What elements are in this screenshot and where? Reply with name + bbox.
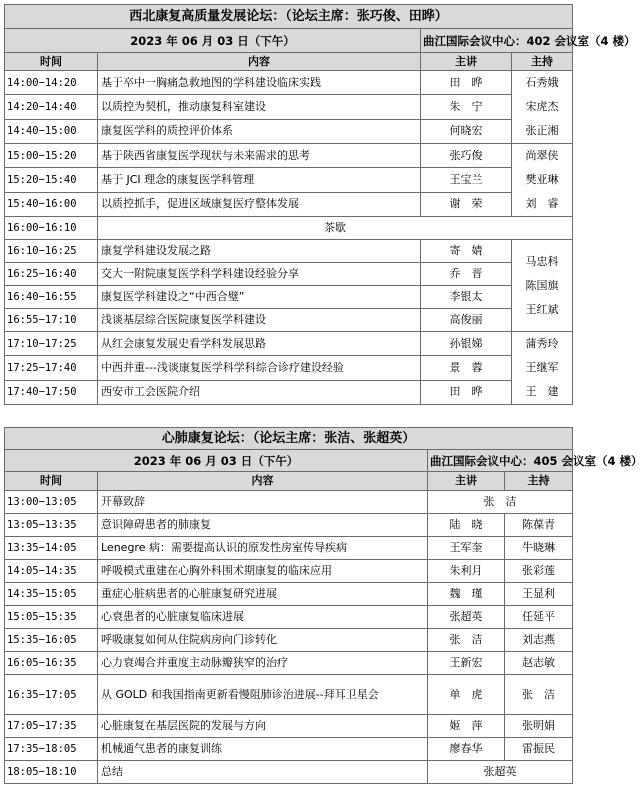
session-speaker: 景 蓉	[421, 356, 512, 380]
session-topic: 西安市工会医院介绍	[98, 380, 421, 404]
host-name: 蒲秀玲	[525, 337, 559, 350]
table-row	[5, 537, 573, 560]
table-row	[5, 606, 573, 629]
header-host: 主持	[512, 53, 573, 71]
session-topic: 中西并重---浅谈康复医学科学科综合诊疗建设经验	[98, 356, 421, 380]
session-speaker: 田 晔	[421, 380, 512, 404]
host-name: 陈国旗	[525, 278, 559, 292]
session-speaker: 高俊丽	[421, 309, 512, 332]
session-topic: 总结	[98, 761, 428, 784]
forum2-schedule-table	[4, 427, 643, 784]
header-content: 内容	[98, 53, 421, 71]
header-speaker: 主讲	[428, 472, 505, 491]
table-row	[5, 95, 573, 119]
session-time: 17:05−17:35	[5, 715, 98, 738]
session-time: 15:00−15:20	[5, 144, 98, 168]
session-host: 张彩莲	[505, 560, 573, 583]
session-time: 14:05−14:35	[5, 560, 98, 583]
session-host: 赵志敏	[505, 652, 573, 675]
session-topic: 呼吸康复如何从住院病房向门诊转化	[98, 629, 428, 652]
host-group	[512, 144, 573, 217]
table-row	[5, 119, 573, 143]
table-row	[5, 491, 573, 514]
forum2-date: 2023 年 06 月 03 日（下午）	[5, 450, 428, 472]
session-time: 13:35−14:05	[5, 537, 98, 560]
header-speaker: 主讲	[421, 53, 512, 71]
header-host: 主持	[505, 472, 573, 491]
session-host: 刘志燕	[505, 629, 573, 652]
host-name: 樊亚琳	[525, 173, 559, 186]
session-time: 13:00−13:05	[5, 491, 98, 514]
session-topic: 重症心脏病患者的心脏康复研究进展	[98, 583, 428, 606]
table-row	[5, 583, 573, 606]
session-speaker: 乔 晋	[421, 263, 512, 286]
table-row	[5, 715, 573, 738]
session-time: 15:40−16:00	[5, 192, 98, 216]
session-speaker: 王军奎	[428, 537, 505, 560]
table-row	[5, 309, 573, 332]
session-topic: 康复学科建设发展之路	[98, 240, 421, 263]
session-host: 张明娟	[505, 715, 573, 738]
session-time: 14:20−14:40	[5, 95, 98, 119]
session-topic: Lenegre 病：需要提高认识的原发性房室传导疾病	[98, 537, 428, 560]
forum2-title: 心肺康复论坛：（论坛主席：张洁、张超英）	[5, 428, 573, 450]
session-speaker: 田 晔	[421, 71, 512, 95]
table-row	[5, 217, 573, 240]
session-topic: 心力衰竭合并重度主动脉瓣狭窄的治疗	[98, 652, 428, 675]
session-topic: 基于陕西省康复医学现状与未来需求的思考	[98, 144, 421, 168]
session-time: 16:00−16:10	[5, 217, 98, 240]
session-time: 17:40−17:50	[5, 380, 98, 404]
session-speaker: 陆 晓	[428, 514, 505, 537]
table-row	[5, 168, 573, 192]
session-topic: 心脏康复在基层医院的发展与方向	[98, 715, 428, 738]
session-topic: 以质控抓手，促进区域康复医疗整体发展	[98, 192, 421, 216]
session-time: 17:35−18:05	[5, 738, 98, 761]
host-name: 宋虎杰	[525, 100, 559, 113]
session-speaker: 谢 荣	[421, 192, 512, 216]
host-name: 刘 睿	[525, 197, 559, 210]
session-speaker: 王宝兰	[421, 168, 512, 192]
session-speaker: 张巧俊	[421, 144, 512, 168]
host-name: 张正湘	[525, 124, 559, 137]
session-speaker: 寄 婧	[421, 240, 512, 263]
session-speaker: 张超英	[428, 761, 573, 784]
header-content: 内容	[98, 472, 428, 491]
session-speaker: 张 洁	[428, 629, 505, 652]
session-time: 14:00−14:20	[5, 71, 98, 95]
session-speaker: 朱利月	[428, 560, 505, 583]
session-topic: 从红会康复发展史看学科发展思路	[98, 332, 421, 356]
session-time: 13:05−13:35	[5, 514, 98, 537]
table-row	[5, 675, 573, 715]
session-time: 16:35−17:05	[5, 675, 98, 715]
session-speaker: 何晓宏	[421, 119, 512, 143]
session-time: 15:05−15:35	[5, 606, 98, 629]
forum1-title: 西北康复高质量发展论坛：（论坛主席：张巧俊、田晔）	[5, 5, 573, 29]
forum1-schedule-table	[4, 4, 636, 405]
table-row	[5, 738, 573, 761]
host-name: 王红斌	[525, 302, 559, 316]
session-speaker: 单 虎	[428, 675, 505, 715]
session-topic: 呼吸模式重建在心胸外科围术期康复的临床应用	[98, 560, 428, 583]
table-row	[5, 629, 573, 652]
session-time: 14:35−15:05	[5, 583, 98, 606]
table-row	[5, 144, 573, 168]
header-time: 时间	[5, 472, 98, 491]
session-topic: 基于卒中一胸痛急救地图的学科建设临床实践	[98, 71, 421, 95]
session-topic: 意识障碍患者的肺康复	[98, 514, 428, 537]
session-time: 16:25−16:40	[5, 263, 98, 286]
table-row	[5, 356, 573, 380]
session-time: 16:40−16:55	[5, 286, 98, 309]
host-group	[512, 71, 573, 144]
session-topic: 开幕致辞	[98, 491, 428, 514]
session-time: 14:40−15:00	[5, 119, 98, 143]
session-host: 雷振民	[505, 738, 573, 761]
session-topic: 交大一附院康复医学科学科建设经验分享	[98, 263, 421, 286]
session-topic: 机械通气患者的康复训练	[98, 738, 428, 761]
session-speaker: 廖春华	[428, 738, 505, 761]
session-time: 15:35−16:05	[5, 629, 98, 652]
table-row	[5, 332, 573, 356]
session-speaker: 王新宏	[428, 652, 505, 675]
session-time: 15:20−15:40	[5, 168, 98, 192]
host-name: 王继军	[525, 361, 559, 374]
session-host: 陈葆青	[505, 514, 573, 537]
forum1-venue: 曲江国际会议中心：402 会议室（4 楼）	[421, 29, 573, 53]
host-name: 尚翠侠	[525, 149, 559, 162]
table-row	[5, 286, 573, 309]
table-row	[5, 263, 573, 286]
table-row	[5, 652, 573, 675]
table-row	[5, 192, 573, 216]
session-time: 16:55−17:10	[5, 309, 98, 332]
session-host: 张 洁	[505, 675, 573, 715]
session-host: 王显利	[505, 583, 573, 606]
session-topic: 浅谈基层综合医院康复医学科建设	[98, 309, 421, 332]
session-time: 16:10−16:25	[5, 240, 98, 263]
session-topic: 康复医学科的质控评价体系	[98, 119, 421, 143]
session-time: 17:10−17:25	[5, 332, 98, 356]
forum2-venue: 曲江国际会议中心：405 会议室（4 楼）	[428, 450, 573, 472]
host-group	[512, 240, 573, 332]
session-topic: 康复医学科建设之“中西合璧”	[98, 286, 421, 309]
session-time: 18:05−18:10	[5, 761, 98, 784]
session-speaker: 孙银娣	[421, 332, 512, 356]
session-speaker: 魏 瑾	[428, 583, 505, 606]
session-topic: 以质控为契机，推动康复科室建设	[98, 95, 421, 119]
table-row	[5, 761, 573, 784]
session-speaker: 姬 萍	[428, 715, 505, 738]
session-time: 16:05−16:35	[5, 652, 98, 675]
session-host: 牛晓琳	[505, 537, 573, 560]
table-row	[5, 560, 573, 583]
host-group	[512, 332, 573, 405]
table-row	[5, 240, 573, 263]
table-row	[5, 514, 573, 537]
session-speaker: 张超英	[428, 606, 505, 629]
session-time: 17:25−17:40	[5, 356, 98, 380]
session-speaker: 朱 宁	[421, 95, 512, 119]
header-time: 时间	[5, 53, 98, 71]
host-name: 王 建	[525, 385, 559, 398]
host-name: 石秀娥	[525, 76, 559, 89]
session-topic: 从 GOLD 和我国指南更新看慢阻肺诊治进展--拜耳卫星会	[98, 675, 428, 715]
session-topic: 基于 JCI 理念的康复医学科管理	[98, 168, 421, 192]
table-row	[5, 380, 573, 404]
tea-break: 茶歇	[98, 217, 573, 240]
session-speaker: 张 洁	[428, 491, 573, 514]
forum1-date: 2023 年 06 月 03 日（下午）	[5, 29, 421, 53]
session-host: 任延平	[505, 606, 573, 629]
table-row	[5, 71, 573, 95]
session-topic: 心衰患者的心脏康复临床进展	[98, 606, 428, 629]
host-name: 马忠科	[525, 254, 559, 268]
session-speaker: 李银太	[421, 286, 512, 309]
